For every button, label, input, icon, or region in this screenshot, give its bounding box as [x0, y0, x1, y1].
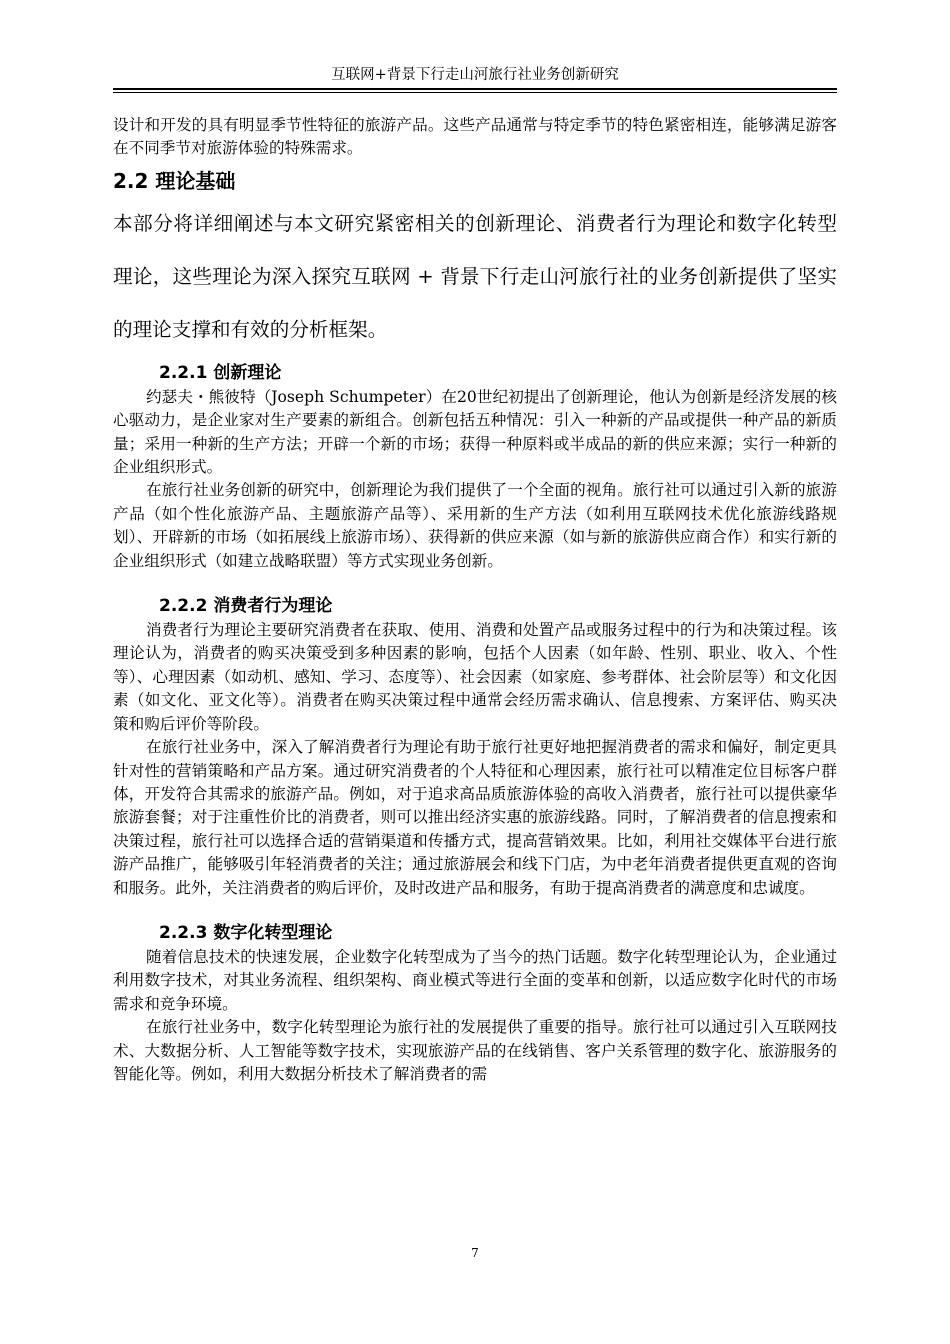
section-heading: 2.2 理论基础	[113, 168, 236, 193]
paragraph: 约瑟夫・熊彼特（Joseph Schumpeter）在20世纪初提出了创新理论，他认为创新是经济发展的核心驱动力，是企业家对生产要素的新组合。创新包括五种情况：引入一种新的产品或提供一种产品的新质量；采用一种新的生产方法；开辟一个新的市场；获得一种原料或半成品的新的供应来源；实行一种新的企业组织形式。	[113, 387, 837, 477]
subsection-heading-2-2-1: 2.2.1 创新理论	[159, 362, 282, 383]
page-number: 7	[471, 1246, 479, 1260]
continuation-paragraph: 设计和开发的具有明显季节性特征的旅游产品。这些产品通常与特定季节的特色紧密相连，能够满足游客在不同季节对旅游体验的特殊需求。	[113, 116, 837, 158]
page-body	[113, 114, 837, 1086]
subsection-heading-2-2-2: 2.2.2 消费者行为理论	[159, 596, 333, 617]
paragraph: 在旅行社业务中，深入了解消费者行为理论有助于旅行社更好地把握消费者的需求和偏好，制定更具针对性的营销策略和产品方案。通过研究消费者的个人特征和心理因素，旅行社可以精准定位目标客户群体，开发符合其需求的旅游产品。例如，对于追求高品质旅游体验的高收入消费者，旅行社可以提供豪华旅游套餐；对于注重性价比的消费者，则可以推出经济实惠的旅游线路。同时，了解消费者的信息搜索和决策过程，旅行社可以选择合适的营销渠道和传播方式，提高营销效果。比如，利用社交媒体平台进行旅游产品推广，能够吸引年轻消费者的关注；通过旅游展会和线下门店，为中老年消费者提供更直观的咨询和服务。此外，关注消费者的购后评价，及时改进产品和服务，有助于提高消费者的满意度和忠诚度。	[113, 738, 837, 897]
paragraph: 随着信息技术的快速发展，企业数字化转型成为了当今的热门话题。数字化转型理论认为，企业通过利用数字技术，对其业务流程、组织架构、商业模式等进行全面的变革和创新，以适应数字化时代的市场需求和竞争环境。	[113, 947, 837, 1013]
section-intro: 本部分将详细阐述与本文研究紧密相关的创新理论、消费者行为理论和数字化转型理论，这些理论为深入探究互联网 + 背景下行走山河旅行社的业务创新提供了坚实的理论支撑和有效的分析框架。	[113, 211, 837, 341]
paragraph: 在旅行社业务中，数字化转型理论为旅行社的发展提供了重要的指导。旅行社可以通过引入互联网技术、大数据分析、人工智能等数字技术，实现旅游产品的在线销售、客户关系管理的数字化、旅游服务的智能化等。例如，利用大数据分析技术了解消费者的需	[113, 1018, 837, 1083]
running-header: 互联网+背景下行走山河旅行社业务创新研究	[331, 67, 619, 83]
subsection-heading-2-2-3: 2.2.3 数字化转型理论	[159, 922, 333, 943]
section-gap	[113, 573, 837, 593]
paragraph: 消费者行为理论主要研究消费者在获取、使用、消费和处置产品或服务过程中的行为和决策过程。该理论认为，消费者的购买决策受到多种因素的影响，包括个人因素（如年龄、性别、职业、收入、个性等）、心理因素（如动机、感知、学习、态度等）、社会因素（如家庭、参考群体、社会阶层等）和文化因素（如文化、亚文化等）。消费者在购买决策过程中通常会经历需求确认、信息搜索、方案评估、购买决策和购后评价等阶段。	[113, 621, 837, 733]
paragraph: 在旅行社业务创新的研究中，创新理论为我们提供了一个全面的视角。旅行社可以通过引入新的旅游产品（如个性化旅游产品、主题旅游产品等）、采用新的生产方法（如利用互联网技术优化旅游线路规划）、开辟新的市场（如拓展线上旅游市场）、获得新的供应来源（如与新的旅游供应商合作）和实行新的企业组织形式（如建立战略联盟）等方式实现业务创新。	[113, 481, 837, 570]
header-rule	[113, 88, 837, 93]
section-gap	[113, 900, 837, 920]
